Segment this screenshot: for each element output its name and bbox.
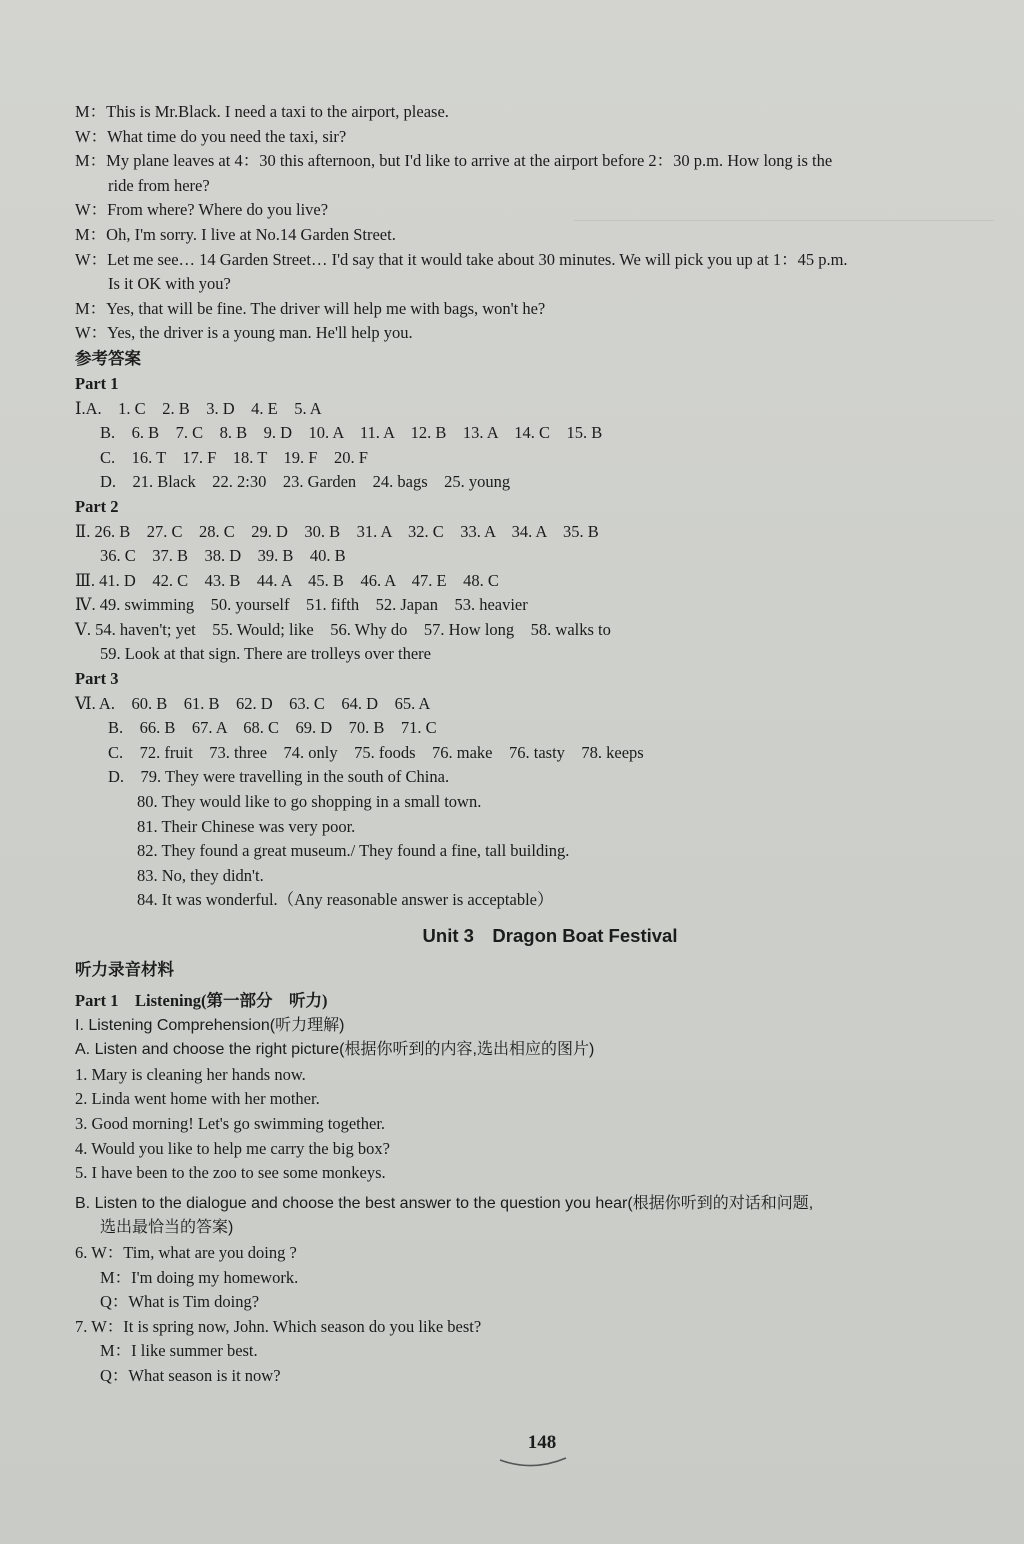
sub-heading: I. Listening Comprehension(听力理解) <box>75 1016 345 1034</box>
b-heading-cont: 选出最恰当的答案) <box>100 1219 234 1237</box>
section-heading: 听力录音材料 <box>75 960 174 979</box>
dialogue-line: M：My plane leaves at 4：30 this afternoon, but I'd like to arrive at the airport before 2：30 p.m. How long is the <box>75 151 833 171</box>
page-number-swoosh-icon <box>498 1456 568 1470</box>
part1-label: Part 1 <box>75 373 119 393</box>
answer-line: 83. No, they didn't. <box>137 865 264 885</box>
answer-line: D. 21. Black 22. 2:30 23. Garden 24. bags 25. young <box>100 472 511 492</box>
answer-line: C. 16. T 17. F 18. T 19. F 20. F <box>100 447 368 467</box>
answer-line: B. 66. B 67. A 68. C 69. D 70. B 71. C <box>108 718 437 738</box>
dialogue-line: M：Oh, I'm sorry. I live at No.14 Garden Street. <box>75 224 396 244</box>
dialogue-line: W：What time do you need the taxi, sir? <box>75 126 347 146</box>
dialogue-line: M：Yes, that will be fine. The driver will help me with bags, won't he? <box>75 298 546 318</box>
dialogue-line: Is it OK with you? <box>108 274 231 294</box>
answer-line: Ⅵ. A. 60. B 61. B 62. D 63. C 64. D 65. A <box>75 693 431 713</box>
dialogue-line: M：This is Mr.Black. I need a taxi to the airport, please. <box>75 102 449 121</box>
answer-line: 84. It was wonderful.（Any reasonable answer is acceptable） <box>137 890 554 910</box>
answer-line: Ⅴ. 54. haven't; yet 55. Would; like 56. Why do 57. How long 58. walks to <box>75 619 611 639</box>
list-item: 1. Mary is cleaning her hands now. <box>75 1064 306 1084</box>
answers-title: 参考答案 <box>75 348 141 368</box>
list-item: 4. Would you like to help me carry the big box? <box>75 1138 391 1158</box>
page-number: 148 <box>527 1432 557 1453</box>
answer-line: 82. They found a great museum./ They found a fine, tall building. <box>137 841 570 861</box>
dialogue-line: ride from here? <box>108 175 210 195</box>
answer-line: Ⅱ. 26. B 27. C 28. C 29. D 30. B 31. A 32. C 33. A 34. A 35. B <box>75 521 599 541</box>
answer-line: D. 79. They were travelling in the south of China. <box>108 767 450 787</box>
answer-line: 59. Look at that sign. There are trolleys over there <box>100 644 431 664</box>
question-line: M：I'm doing my homework. <box>100 1267 299 1287</box>
question-line: Q：What season is it now? <box>100 1365 281 1385</box>
answer-line: 80. They would like to go shopping in a small town. <box>137 792 482 812</box>
question-line: 7. W：It is spring now, John. Which season do you like best? <box>75 1316 482 1336</box>
answer-line: B. 6. B 7. C 8. B 9. D 10. A 11. A 12. B 13. A 14. C 15. B <box>100 423 603 443</box>
question-line: M：I like summer best. <box>100 1341 258 1361</box>
page-content <box>75 100 995 1389</box>
dialogue-line: W：Yes, the driver is a young man. He'll help you. <box>75 323 413 343</box>
part-heading: Part 1 Listening(第一部分 听力) <box>75 991 328 1010</box>
list-item: 3. Good morning! Let's go swimming together. <box>75 1113 386 1133</box>
dialogue-line: W：Let me see… 14 Garden Street… I'd say that it would take about 30 minutes. We will pick you up at 1：45 p.m. <box>75 249 848 269</box>
answer-line: Ⅲ. 41. D 42. C 43. B 44. A 45. B 46. A 47. E 48. C <box>75 570 499 590</box>
list-item: 5. I have been to the zoo to see some monkeys. <box>75 1163 386 1183</box>
question-line: Q：What is Tim doing? <box>100 1292 260 1312</box>
question-line: 6. W：Tim, what are you doing ? <box>75 1242 297 1262</box>
unit-title: Unit 3 Dragon Boat Festival <box>422 925 678 946</box>
answer-line: C. 72. fruit 73. three 74. only 75. foods 76. make 76. tasty 78. keeps <box>108 742 644 762</box>
answer-line: 81. Their Chinese was very poor. <box>137 816 356 836</box>
list-item: 2. Linda went home with her mother. <box>75 1089 320 1109</box>
dialogue-line: W：From where? Where do you live? <box>75 200 329 220</box>
answer-line: Ⅳ. 49. swimming 50. yourself 51. fifth 52. Japan 53. heavier <box>75 595 528 615</box>
answer-line: 36. C 37. B 38. D 39. B 40. B <box>100 546 346 566</box>
part2-label: Part 2 <box>75 496 119 516</box>
dialogue-section <box>75 100 995 346</box>
part3-label: Part 3 <box>75 669 119 689</box>
b-heading: B. Listen to the dialogue and choose the best answer to the question you hear(根据你听到的对话和问题, <box>75 1194 814 1212</box>
a-heading: A. Listen and choose the right picture(根据你听到的内容,选出相应的图片) <box>75 1041 595 1059</box>
answer-line: Ⅰ.A. 1. C 2. B 3. D 4. E 5. A <box>75 398 322 418</box>
